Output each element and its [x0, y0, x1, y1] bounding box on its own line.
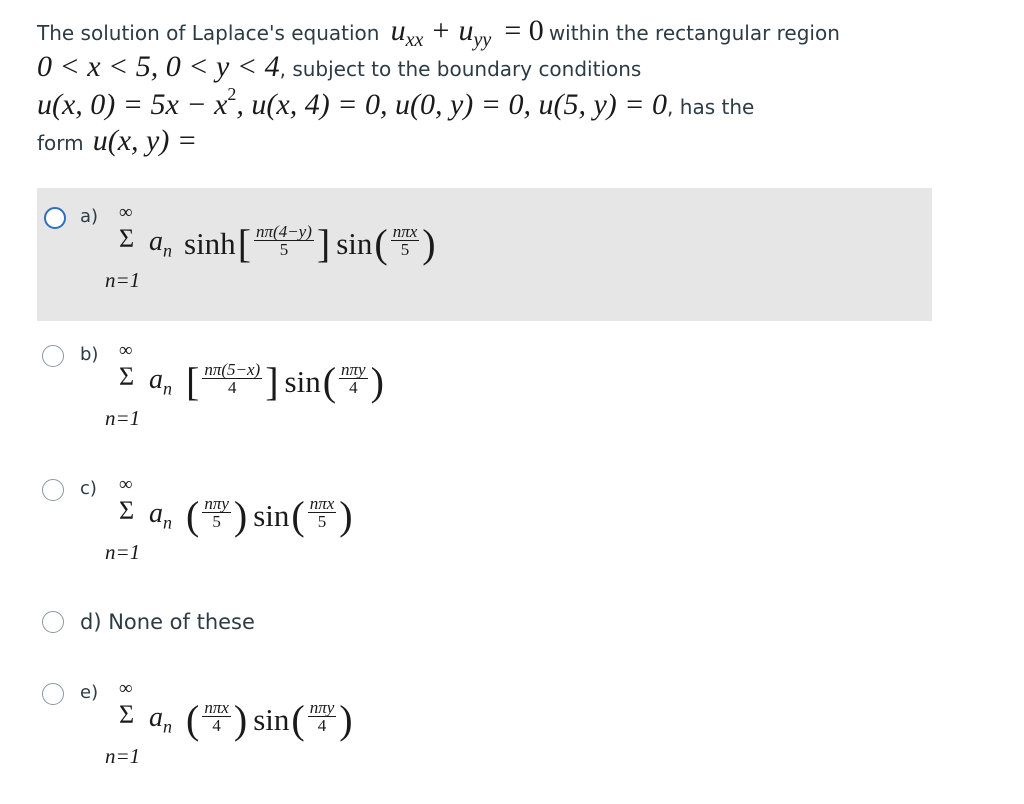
math-region: 0 < x < 5, 0 < y < 4 [37, 50, 280, 83]
fraction-denominator: 5 [279, 240, 289, 259]
question-text-span: within the rectangular region [548, 21, 840, 45]
coef-a: a [149, 226, 163, 258]
math-eq-zero: = 0 [504, 14, 544, 47]
question-text-span: , has the [667, 95, 755, 119]
math-u: u [458, 14, 474, 47]
open-paren: ( [322, 359, 337, 404]
option-expression [149, 359, 384, 404]
answer-option-d[interactable] [37, 598, 932, 646]
option-letter: e) [80, 682, 99, 703]
option-expression [149, 221, 436, 266]
sum-upper-limit: ∞ [119, 340, 133, 361]
sum-lower-limit: n=1 [105, 268, 141, 292]
coefficient [149, 498, 172, 534]
fraction-denominator: 5 [212, 512, 221, 531]
math-u-xy: u(x, y) = [92, 124, 198, 157]
answer-option-a[interactable] [37, 188, 932, 321]
function-name: sin [253, 498, 290, 533]
sigma-symbol: Σ [119, 362, 135, 391]
math-plus: + [432, 14, 450, 47]
radio-button-e[interactable] [42, 683, 64, 705]
coefficient [149, 702, 172, 738]
option-letter: a) [80, 206, 99, 227]
question-text-span: form [37, 131, 84, 155]
open-paren: ( [186, 697, 200, 742]
fraction-numerator: nπ(5−x) [204, 360, 261, 379]
close-paren: ) [422, 221, 436, 266]
math-sub-xx: xx [405, 29, 424, 51]
sum-upper-limit: ∞ [119, 678, 133, 699]
open-bracket: [ [237, 221, 252, 266]
fraction-denominator: 4 [212, 716, 221, 735]
fraction-denominator: 4 [317, 716, 327, 735]
coef-a: a [149, 364, 163, 396]
fraction-numerator: nπx [309, 494, 335, 513]
math-bc-rest: , u(x, 4) = 0, u(0, y) = 0, u(5, y) = 0 [236, 88, 668, 121]
option-letter: b) [80, 344, 99, 365]
sum-lower-limit: n=1 [105, 406, 141, 430]
fraction-2 [391, 223, 420, 259]
close-paren: ) [370, 359, 384, 404]
open-paren: ( [374, 221, 388, 266]
option-expression [149, 697, 353, 742]
coef-sub: n [163, 512, 172, 533]
function-name: sin [336, 226, 373, 261]
fraction-1 [254, 223, 314, 259]
open-paren: ( [291, 697, 305, 742]
fraction-numerator: nπy [341, 360, 366, 379]
question-line-2 [37, 50, 641, 84]
option-d-label [80, 610, 255, 634]
close-paren: ) [339, 493, 353, 538]
question-line-3 [37, 84, 755, 122]
fraction-numerator: nπ(4−y) [256, 222, 312, 241]
fraction-denominator: 5 [317, 512, 327, 531]
open-bracket: [ [186, 359, 200, 404]
sum-upper-limit: ∞ [119, 474, 133, 495]
fraction-denominator: 4 [228, 378, 237, 397]
fraction-denominator: 4 [349, 378, 358, 397]
option-expression [149, 493, 353, 538]
close-paren: ) [233, 697, 248, 742]
fraction-1 [202, 495, 231, 531]
function-name: sin [284, 364, 321, 399]
fraction-1 [202, 361, 262, 397]
radio-button-d[interactable] [42, 611, 64, 633]
sigma-symbol: Σ [119, 224, 135, 253]
sum-upper-limit: ∞ [119, 202, 133, 223]
fraction-2 [339, 361, 368, 397]
coef-sub: n [163, 716, 172, 737]
sum-lower-limit: n=1 [105, 744, 141, 768]
sum-lower-limit: n=1 [105, 540, 141, 564]
coef-sub: n [163, 378, 172, 399]
math-bc-1: u(x, 0) = 5x − x [37, 88, 228, 121]
option-letter: d) [80, 610, 102, 634]
fraction-2 [308, 699, 337, 735]
coefficient [149, 226, 172, 262]
math-u: u [390, 14, 406, 47]
sigma-symbol: Σ [119, 496, 135, 525]
fraction-numerator: nπy [204, 494, 229, 513]
function-name: sinh [184, 226, 236, 261]
math-sub-yy: yy [473, 29, 492, 51]
math-sup-2: 2 [227, 84, 237, 104]
coef-a: a [149, 498, 163, 530]
fraction-denominator: 5 [400, 240, 410, 259]
question-text-span: The solution of Laplace's equation [37, 21, 380, 45]
answer-option-e[interactable] [37, 672, 932, 782]
open-paren: ( [291, 493, 305, 538]
question-text-span: , subject to the boundary conditions [279, 57, 642, 81]
option-letter: c) [80, 478, 97, 499]
fraction-1 [202, 699, 231, 735]
option-text: None of these [108, 610, 255, 634]
question-line-4 [37, 124, 197, 158]
function-name: sin [253, 702, 290, 737]
fraction-numerator: nπx [204, 698, 229, 717]
radio-button-a[interactable] [44, 207, 66, 229]
fraction-numerator: nπy [309, 698, 335, 717]
radio-button-c[interactable] [42, 479, 64, 501]
coefficient [149, 364, 172, 400]
close-paren: ) [339, 697, 353, 742]
open-paren: ( [186, 493, 200, 538]
question-line-1 [37, 14, 840, 51]
coef-a: a [149, 702, 163, 734]
radio-button-b[interactable] [42, 345, 64, 367]
close-paren: ) [233, 493, 248, 538]
answer-option-c[interactable] [37, 468, 932, 578]
sigma-symbol: Σ [119, 700, 135, 729]
close-bracket: ] [316, 221, 331, 266]
fraction-numerator: nπx [392, 222, 418, 241]
answer-option-b[interactable] [37, 330, 932, 440]
close-bracket: ] [265, 359, 279, 404]
fraction-2 [308, 495, 337, 531]
coef-sub: n [163, 240, 172, 261]
